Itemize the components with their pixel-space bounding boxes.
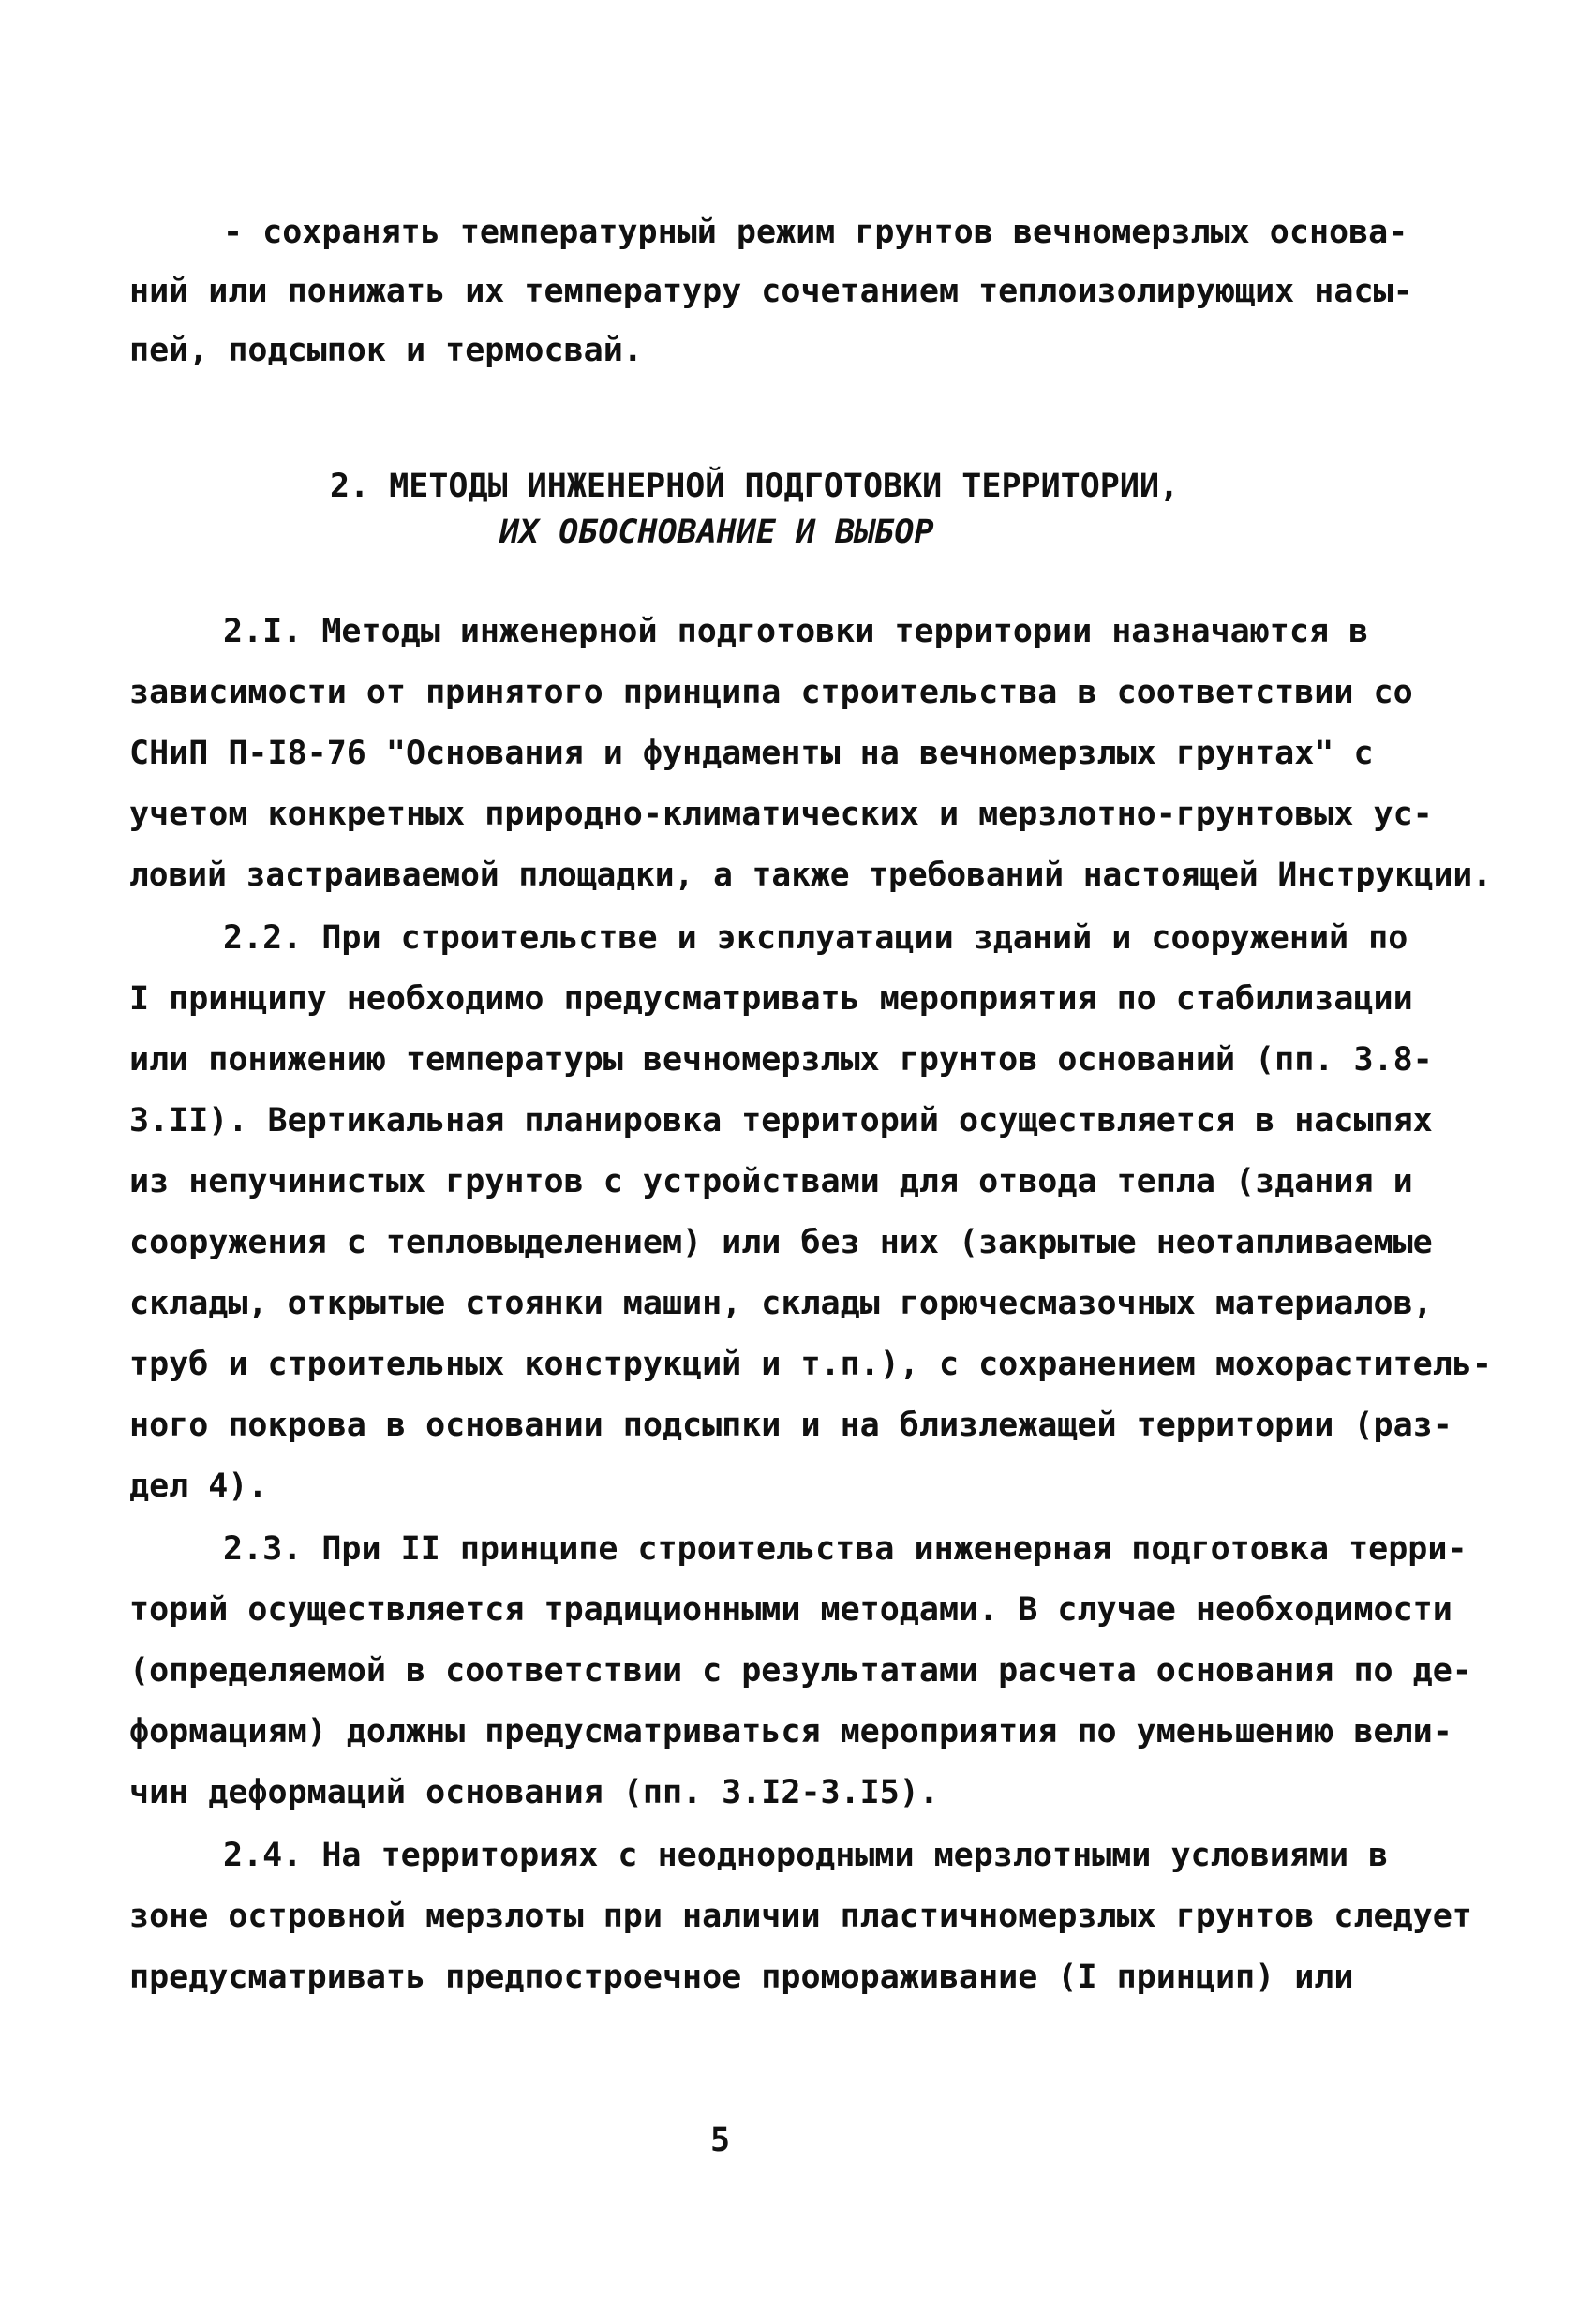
para-2-2-line-1: 2.2. При строительстве и эксплуатации зданий и сооружений по [223,919,1408,957]
para-2-3-line-3: (определяемой в соответствии с результатами расчета основания по де- [129,1652,1472,1690]
section-title-line-1: 2. МЕТОДЫ ИНЖЕНЕРНОЙ ПОДГОТОВКИ ТЕРРИТОРИИ, [330,468,1180,505]
para-2-2-line-6: сооружения с тепловыделением) или без них (закрытые неотапливаемые [129,1224,1433,1261]
para-2-1-line-1: 2.I. Методы инженерной подготовки территории назначаются в [223,613,1369,650]
intro-line-2: ний или понижать их температуру сочетанием теплоизолирующих насы- [129,273,1413,310]
para-2-2-line-5: из непучинистых грунтов с устройствами для отвода тепла (здания и [129,1163,1413,1200]
para-2-2-line-4: 3.II). Вертикальная планировка территорий осуществляется в насыпях [129,1102,1433,1140]
para-2-2-line-2: I принципу необходимо предусматривать мероприятия по стабилизации [129,980,1413,1018]
para-2-2-line-3: или понижению температуры вечномерзлых грунтов оснований (пп. 3.8- [129,1041,1433,1079]
para-2-1-line-5: ловий застраиваемой площадки, а также требований настоящей Инструкции. [129,857,1492,894]
para-2-2-line-10: дел 4). [129,1467,268,1505]
para-2-4-line-3: предусматривать предпостроечное промораживание (I принцип) или [129,1959,1354,1996]
intro-line-1: - сохранять температурный режим грунтов вечномерзлых основа- [223,214,1408,251]
para-2-1-line-3: СНиП П-I8-76 "Основания и фундаменты на вечномерзлых грунтах" с [129,735,1374,772]
section-title-line-2: ИХ ОБОСНОВАНИЕ И ВЫБОР [499,514,934,551]
para-2-2-line-7: склады, открытые стоянки машин, склады горючесмазочных материалов, [129,1285,1433,1322]
para-2-3-line-5: чин деформаций основания (пп. 3.I2-3.I5). [129,1774,939,1811]
para-2-2-line-9: ного покрова в основании подсыпки и на близлежащей территории (раз- [129,1407,1452,1444]
para-2-1-line-2: зависимости от принятого принципа строительства в соответствии со [129,674,1413,711]
intro-line-3: пей, подсыпок и термосвай. [129,332,643,369]
para-2-3-line-4: формациям) должны предусматриваться мероприятия по уменьшению вели- [129,1713,1452,1750]
page-number: 5 [710,2122,731,2159]
para-2-3-line-1: 2.3. При II принципе строительства инженерная подготовка терри- [223,1530,1467,1568]
para-2-4-line-1: 2.4. На территориях с неоднородными мерзлотными условиями в [223,1837,1389,1874]
para-2-1-line-4: учетом конкретных природно-климатических и мерзлотно-грунтовых ус- [129,796,1433,833]
para-2-3-line-2: торий осуществляется традиционными методами. В случае необходимости [129,1591,1452,1629]
para-2-2-line-8: труб и строительных конструкций и т.п.), с сохранением мохораститель- [129,1346,1492,1383]
para-2-4-line-2: зоне островной мерзлоты при наличии пластичномерзлых грунтов следует [129,1898,1472,1935]
